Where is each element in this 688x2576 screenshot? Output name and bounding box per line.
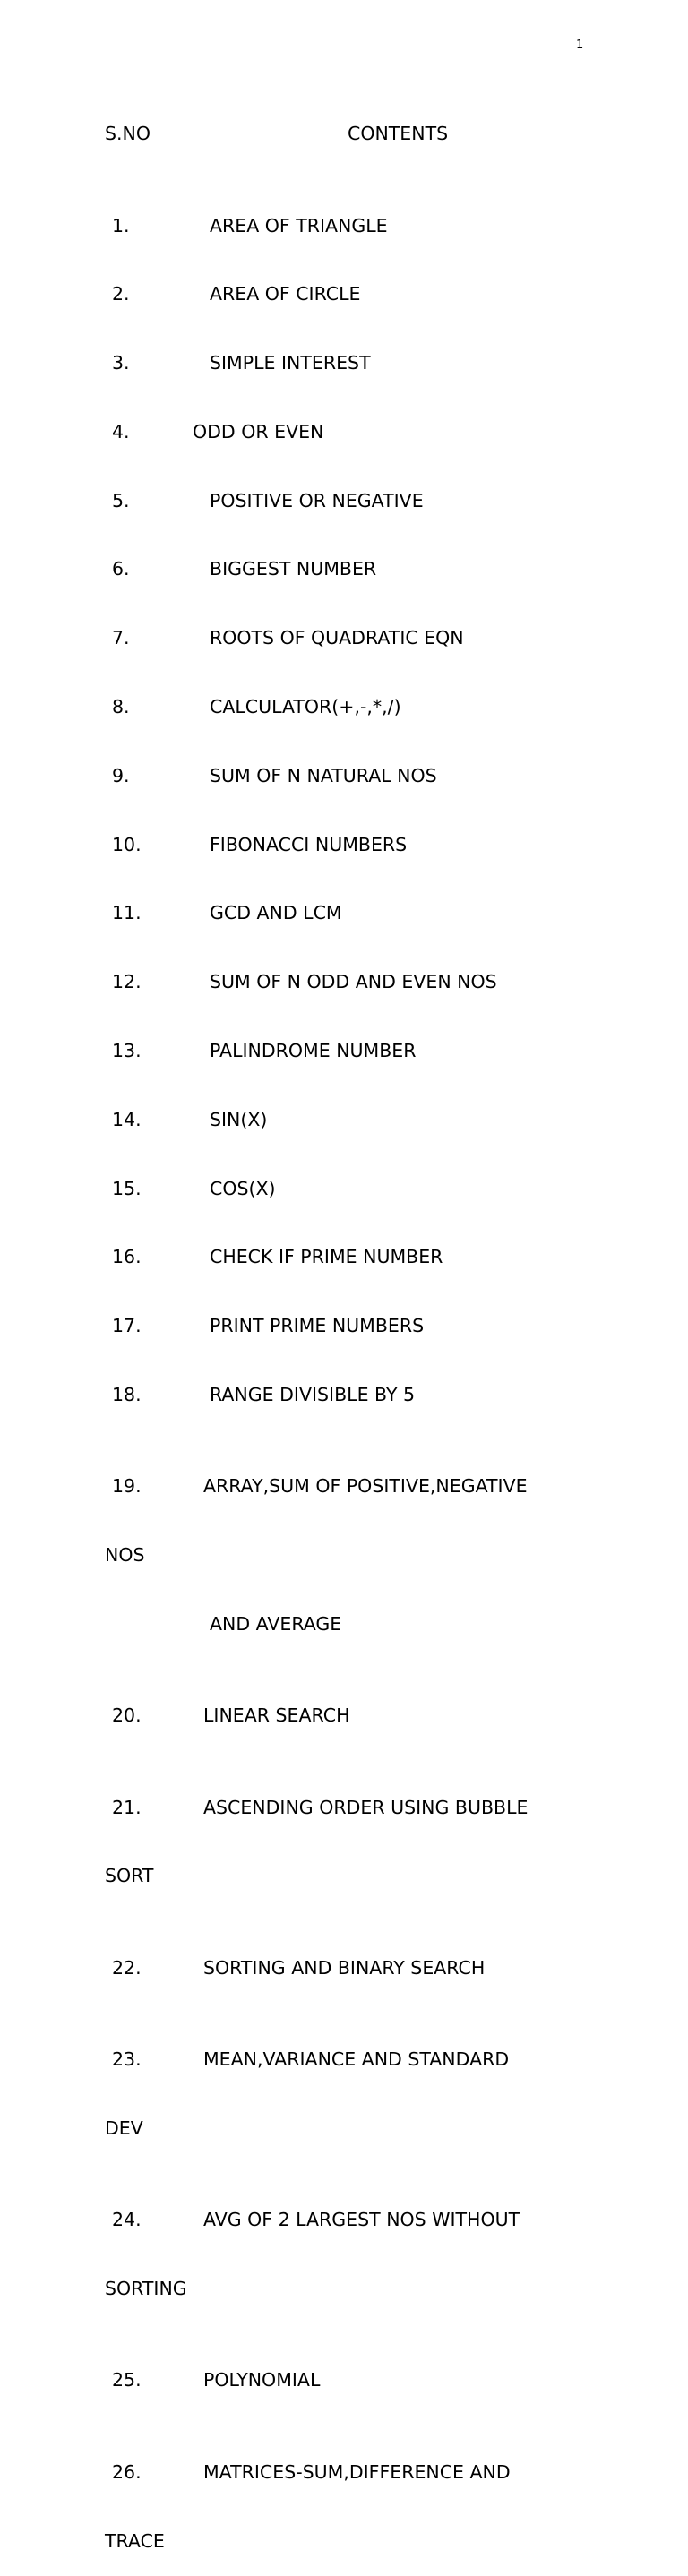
entry-title: SUM OF N ODD AND EVEN NOS: [210, 971, 497, 993]
toc-entry: [105, 2048, 589, 2072]
entry-title-continued: SORT: [105, 1865, 154, 1887]
entry-title: LINEAR SEARCH: [203, 1704, 350, 1727]
entry-title: POLYNOMIAL: [203, 2369, 321, 2391]
entry-number: 12.: [112, 971, 142, 993]
entry-number: 8.: [112, 696, 130, 718]
entry-number: 25.: [112, 2369, 142, 2391]
toc-entry: [105, 1178, 589, 1201]
entry-number: 5.: [112, 489, 130, 511]
toc-entry: [105, 1957, 589, 1980]
entry-number: 3.: [112, 352, 130, 374]
toc-entry: [105, 283, 589, 306]
entry-number: 20.: [112, 1704, 142, 1727]
entry-number: 18.: [112, 1383, 142, 1405]
entry-title: CHECK IF PRIME NUMBER: [210, 1246, 443, 1268]
toc-entry: [105, 627, 589, 650]
toc-entry-continuation: [105, 1865, 589, 1888]
entry-title: RANGE DIVISIBLE BY 5: [210, 1383, 416, 1405]
entry-title: BIGGEST NUMBER: [210, 558, 377, 580]
entry-title: MEAN,VARIANCE AND STANDARD: [203, 2048, 510, 2071]
toc-entry: [105, 352, 589, 375]
entry-title: ASCENDING ORDER USING BUBBLE: [203, 1796, 529, 1818]
toc-entry: [105, 971, 589, 994]
toc-entry: [105, 765, 589, 788]
toc-entry-continuation: [105, 1544, 589, 1567]
entry-number: 24.: [112, 2209, 142, 2231]
toc-entry-continuation: [105, 2117, 589, 2141]
entry-number: 11.: [112, 902, 142, 924]
entry-title: AREA OF TRIANGLE: [210, 214, 388, 236]
entry-title-continued: AND AVERAGE: [210, 1612, 342, 1635]
entry-number: 14.: [112, 1108, 142, 1130]
entry-title: POSITIVE OR NEGATIVE: [210, 489, 424, 511]
toc-entry: [105, 1040, 589, 1063]
toc-entry: [105, 902, 589, 925]
entry-title: SIN(X): [210, 1108, 268, 1130]
toc-entry: [105, 834, 589, 857]
toc-entry-continuation: [105, 2530, 589, 2554]
entry-number: 7.: [112, 627, 130, 649]
toc-entry: [105, 1704, 589, 1728]
toc-entry-continuation: [105, 2278, 589, 2301]
toc-entry: [105, 2209, 589, 2232]
entry-number: 2.: [112, 283, 130, 305]
entry-title: COS(X): [210, 1177, 276, 1199]
entry-number: 1.: [112, 214, 130, 236]
entry-number: 15.: [112, 1177, 142, 1199]
entry-number: 6.: [112, 558, 130, 580]
entry-number: 10.: [112, 833, 142, 855]
entry-title: PALINDROME NUMBER: [210, 1039, 417, 1061]
toc-entry-continuation: [105, 1613, 589, 1636]
toc-entry: [105, 2369, 589, 2392]
entry-title: SORTING AND BINARY SEARCH: [203, 1956, 486, 1979]
table-of-contents: [105, 77, 589, 2576]
toc-header: [105, 123, 589, 146]
entry-title: ROOTS OF QUADRATIC EQN: [210, 627, 464, 649]
toc-entry: [105, 1315, 589, 1338]
sno-heading: S.NO: [105, 123, 150, 145]
entry-number: 21.: [112, 1796, 142, 1818]
entry-number: 16.: [112, 1246, 142, 1268]
toc-entry: [105, 2461, 589, 2485]
entry-title: PRINT PRIME NUMBERS: [210, 1315, 425, 1337]
entry-title: ARRAY,SUM OF POSITIVE,NEGATIVE: [203, 1475, 528, 1498]
entry-number: 19.: [112, 1475, 142, 1498]
toc-entry: [105, 490, 589, 513]
toc-entry: [105, 1246, 589, 1269]
entry-title-continued: NOS: [105, 1544, 145, 1566]
entry-title: SUM OF N NATURAL NOS: [210, 764, 437, 786]
entry-title: MATRICES-SUM,DIFFERENCE AND: [203, 2460, 511, 2483]
entry-number: 4.: [112, 420, 130, 442]
toc-entry: [105, 1475, 589, 1498]
toc-entry: [105, 558, 589, 581]
entry-title: SIMPLE INTEREST: [210, 352, 371, 374]
entry-number: 13.: [112, 1039, 142, 1061]
entry-title: FIBONACCI NUMBERS: [210, 833, 408, 855]
entry-number: 17.: [112, 1315, 142, 1337]
entry-title-continued: DEV: [105, 2117, 143, 2139]
toc-entry: [105, 1109, 589, 1132]
page-number: 1: [576, 39, 584, 52]
toc-entry: [105, 215, 589, 238]
toc-entry: [105, 1384, 589, 1407]
entry-number: 23.: [112, 2048, 142, 2071]
contents-heading: CONTENTS: [348, 123, 449, 145]
entry-number: 22.: [112, 1956, 142, 1979]
entry-title-continued: TRACE: [105, 2529, 165, 2552]
entry-number: 9.: [112, 764, 130, 786]
entry-number: 26.: [112, 2460, 142, 2483]
toc-entry: [105, 696, 589, 719]
entry-title: ODD OR EVEN: [193, 420, 324, 442]
toc-entry: [105, 421, 589, 444]
entry-title: AREA OF CIRCLE: [210, 283, 361, 305]
entry-title: AVG OF 2 LARGEST NOS WITHOUT: [203, 2209, 520, 2231]
entry-title-continued: SORTING: [105, 2278, 187, 2299]
entry-title: GCD AND LCM: [210, 902, 342, 924]
entry-title: CALCULATOR(+,-,*,/): [210, 696, 401, 718]
toc-entry: [105, 1797, 589, 1820]
